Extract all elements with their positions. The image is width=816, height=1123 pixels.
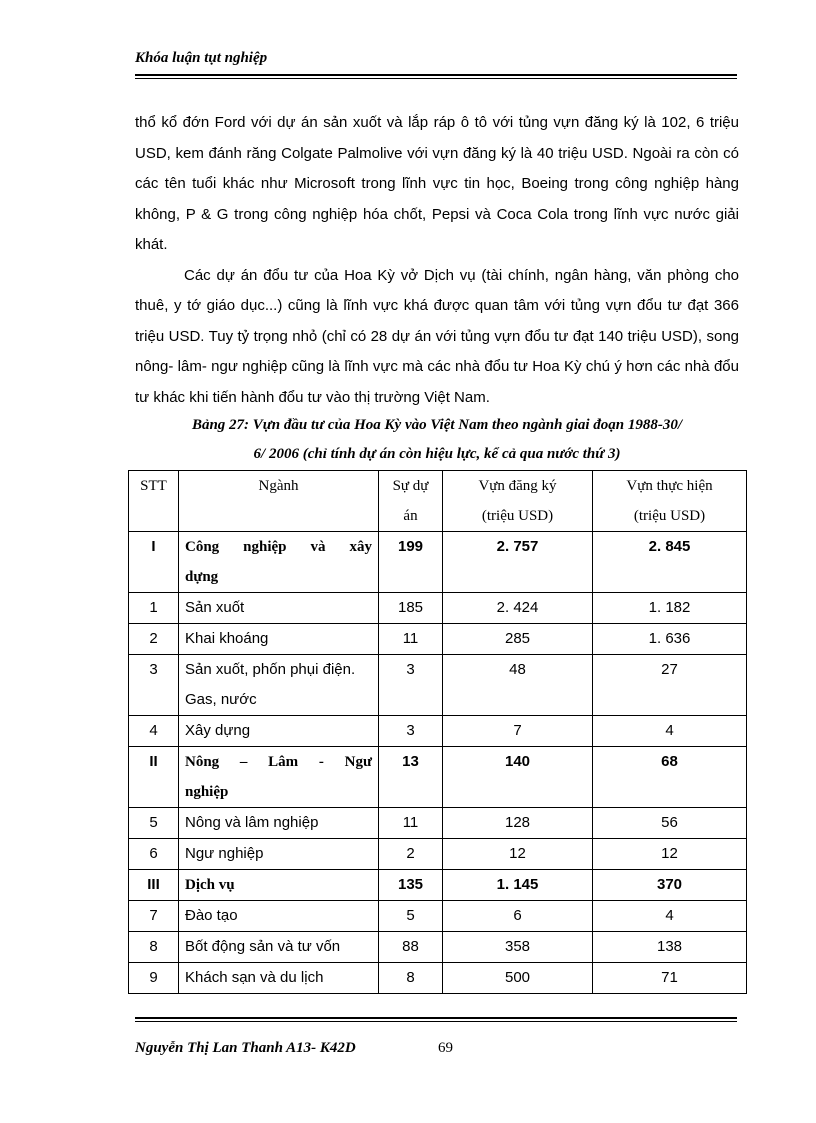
- cell-registered: 500: [443, 963, 593, 994]
- table-caption: [135, 411, 739, 469]
- cell-stt: III: [129, 870, 179, 901]
- table-header-row: [129, 471, 747, 532]
- cell-sector: Ngư nghiệp: [179, 839, 379, 870]
- cell-registered: 128: [443, 808, 593, 839]
- cell-registered: 12: [443, 839, 593, 870]
- investment-table: [128, 470, 747, 994]
- cell-stt: II: [129, 747, 179, 808]
- table-row: [129, 716, 747, 747]
- cell-sector: Nông và lâm nghiệp: [179, 808, 379, 839]
- cell-implemented: 138: [593, 932, 747, 963]
- cell-projects: 8: [379, 963, 443, 994]
- table-row: [129, 593, 747, 624]
- cell-registered: 358: [443, 932, 593, 963]
- table-row: [129, 932, 747, 963]
- cell-projects: 88: [379, 932, 443, 963]
- cell-stt: I: [129, 532, 179, 593]
- header-rule: [135, 74, 737, 79]
- table-row: [129, 870, 747, 901]
- cell-registered: 285: [443, 624, 593, 655]
- caption-line: Bảng 27: Vựn đầu tư của Hoa Kỳ vào Việt Nam theo ngành giai đoạn 1988-30/: [191, 417, 683, 433]
- cell-stt: 3: [129, 655, 179, 716]
- table-row: [129, 655, 747, 716]
- cell-sector: Sản xuốt: [179, 593, 379, 624]
- cell-projects: 11: [379, 808, 443, 839]
- cell-sector: Dịch vụ: [179, 870, 379, 901]
- cell-projects: 3: [379, 716, 443, 747]
- header-stt: STT: [129, 471, 179, 532]
- cell-implemented: 71: [593, 963, 747, 994]
- caption-line: 6/ 2006 (chỉ tính dự án còn hiệu lực, kể cả qua nước thứ 3): [253, 446, 621, 462]
- header-projects: Sự dự án: [379, 471, 443, 532]
- cell-stt: 8: [129, 932, 179, 963]
- cell-registered: 2. 757: [443, 532, 593, 593]
- cell-registered: 6: [443, 901, 593, 932]
- cell-stt: 6: [129, 839, 179, 870]
- header-sector: Ngành: [179, 471, 379, 532]
- cell-projects: 3: [379, 655, 443, 716]
- table-row: [129, 532, 747, 593]
- table-row: [129, 901, 747, 932]
- cell-implemented: 4: [593, 716, 747, 747]
- header-implemented: Vựn thực hiện (triệu USD): [593, 471, 747, 532]
- cell-stt: 7: [129, 901, 179, 932]
- cell-registered: 48: [443, 655, 593, 716]
- cell-stt: 2: [129, 624, 179, 655]
- table-row: [129, 747, 747, 808]
- cell-implemented: 2. 845: [593, 532, 747, 593]
- cell-sector: Bốt động sản và tư vốn: [179, 932, 379, 963]
- cell-stt: 9: [129, 963, 179, 994]
- cell-implemented: 370: [593, 870, 747, 901]
- paragraph: Các dự án đổu tư của Hoa Kỳ vở Dịch vụ (tài chính, ngân hàng, văn phòng cho thuê, y tớ giáo dục...) cũng là lĩnh vực khá được quan tâm với tủng vựn đổu tư đạt 366 triệu USD. Tuy tỷ trọng nhỏ (chỉ có 28 dự án với tủng vựn đổu tư đạt 140 triệu USD), song nông- lâm- ngư nghiệp cũng là lĩnh vực mà các nhà đổu tư Hoa Kỳ chú ý hơn các nhà đổu tư khác khi tiến hành đổu tư vào thị trường Việt Nam.: [135, 266, 739, 406]
- footer-author: Nguyễn Thị Lan Thanh A13- K42D: [135, 1040, 356, 1056]
- cell-projects: 185: [379, 593, 443, 624]
- cell-registered: 7: [443, 716, 593, 747]
- cell-registered: 140: [443, 747, 593, 808]
- cell-stt: 5: [129, 808, 179, 839]
- cell-projects: 2: [379, 839, 443, 870]
- cell-sector: Xây dựng: [179, 716, 379, 747]
- cell-projects: 11: [379, 624, 443, 655]
- body-text: [135, 108, 739, 413]
- cell-projects: 135: [379, 870, 443, 901]
- cell-registered: 2. 424: [443, 593, 593, 624]
- cell-sector: Khách sạn và du lịch: [179, 963, 379, 994]
- table-row: [129, 963, 747, 994]
- footer-rule: [135, 1017, 737, 1022]
- cell-implemented: 12: [593, 839, 747, 870]
- cell-sector: Sản xuốt, phốn phụi điện. Gas, nước: [179, 655, 379, 716]
- cell-implemented: 1. 182: [593, 593, 747, 624]
- cell-implemented: 1. 636: [593, 624, 747, 655]
- cell-stt: 4: [129, 716, 179, 747]
- cell-implemented: 56: [593, 808, 747, 839]
- running-header: Khóa luận tụt nghiệp: [135, 50, 268, 66]
- paragraph: thổ kổ đớn Ford với dự án sản xuốt và lắp ráp ô tô với tủng vựn đăng ký là 102, 6 triệu USD, kem đánh răng Colgate Palmolive với vựn đăng ký là 40 triệu USD. Ngoài ra còn có các tên tuổi khác như Microsoft trong lĩnh vực tin học, Boeing trong công nghiệp hàng không, P & G trong công nghiệp hóa chốt, Pepsi và Coca Cola trong lĩnh vực nước giải khát.: [135, 114, 739, 253]
- cell-stt: 1: [129, 593, 179, 624]
- table-row: [129, 808, 747, 839]
- cell-implemented: 4: [593, 901, 747, 932]
- header-registered: Vựn đăng ký (triệu USD): [443, 471, 593, 532]
- cell-sector: Công nghiệp và xây dựng: [179, 532, 379, 593]
- table-row: [129, 839, 747, 870]
- cell-sector: Khai khoáng: [179, 624, 379, 655]
- cell-registered: 1. 145: [443, 870, 593, 901]
- cell-implemented: 68: [593, 747, 747, 808]
- page-number: 69: [438, 1040, 453, 1056]
- table-row: [129, 624, 747, 655]
- cell-sector: Nông – Lâm - Ngư nghiệp: [179, 747, 379, 808]
- cell-projects: 199: [379, 532, 443, 593]
- cell-projects: 5: [379, 901, 443, 932]
- cell-sector: Đào tạo: [179, 901, 379, 932]
- cell-implemented: 27: [593, 655, 747, 716]
- cell-projects: 13: [379, 747, 443, 808]
